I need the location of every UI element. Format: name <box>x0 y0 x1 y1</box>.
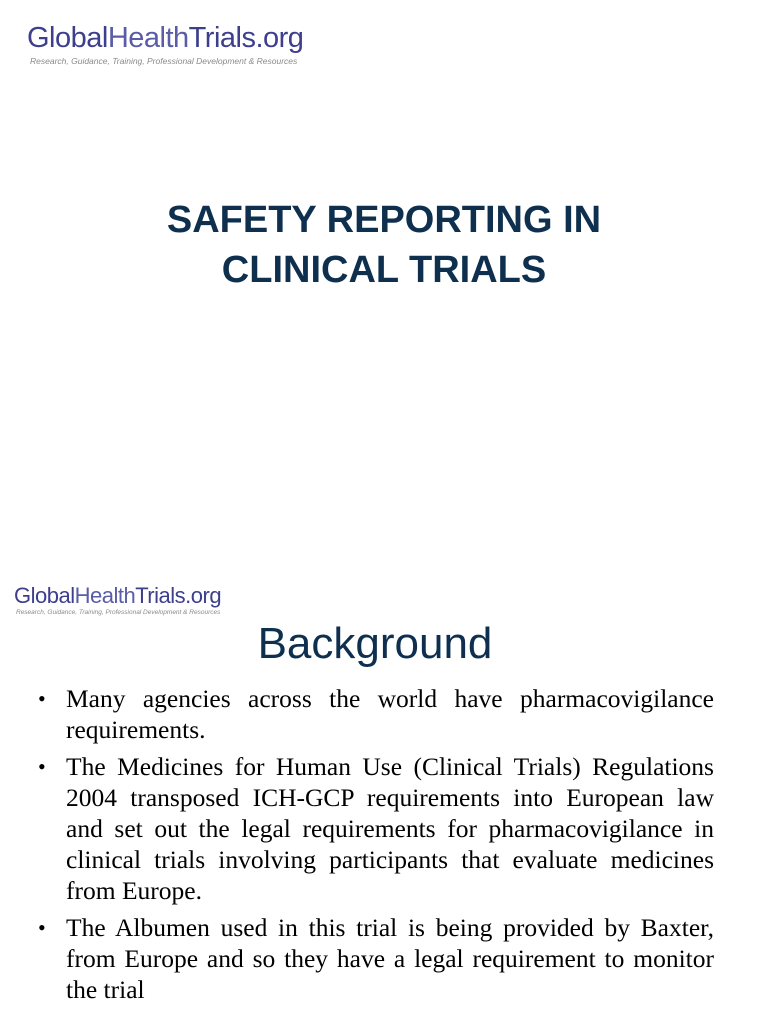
bullet-icon: • <box>38 915 46 940</box>
globalhealthtrials-logo <box>14 582 221 617</box>
logo-tagline: Research, Guidance, Training, Professional Development & Resources <box>30 56 298 66</box>
bullet-list <box>34 683 714 1011</box>
slide-title-line-1: SAFETY REPORTING IN <box>166 199 602 241</box>
slide-title-line-2: CLINICAL TRIALS <box>221 249 547 291</box>
globalhealthtrials-logo <box>27 20 303 67</box>
section-heading: Background <box>257 619 493 668</box>
logo-tagline: Research, Guidance, Training, Professional Development & Resources <box>16 609 221 616</box>
list-item: • Many agencies across the world have pharmacovigilance requirements. <box>38 684 714 744</box>
list-item: • The Medicines for Human Use (Clinical Trials) Regulations 2004 transposed ICH-GCP requirements into European law and set out the legal requirements for pharmacovigilance in clinical trials involving participants that evaluate medicines from Europe. <box>38 752 714 905</box>
list-item: • The Albumen used in this trial is being provided by Baxter, from Europe and so they have a legal requirement to monitor the trial <box>38 913 714 1004</box>
bullet-icon: • <box>38 686 46 711</box>
logo-wordmark: GlobalHealthTrials.org <box>27 22 304 54</box>
logo-wordmark: GlobalHealthTrials.org <box>14 583 222 608</box>
background-slide <box>0 545 768 1024</box>
slide-title <box>0 195 768 295</box>
bullet-icon: • <box>38 754 46 779</box>
